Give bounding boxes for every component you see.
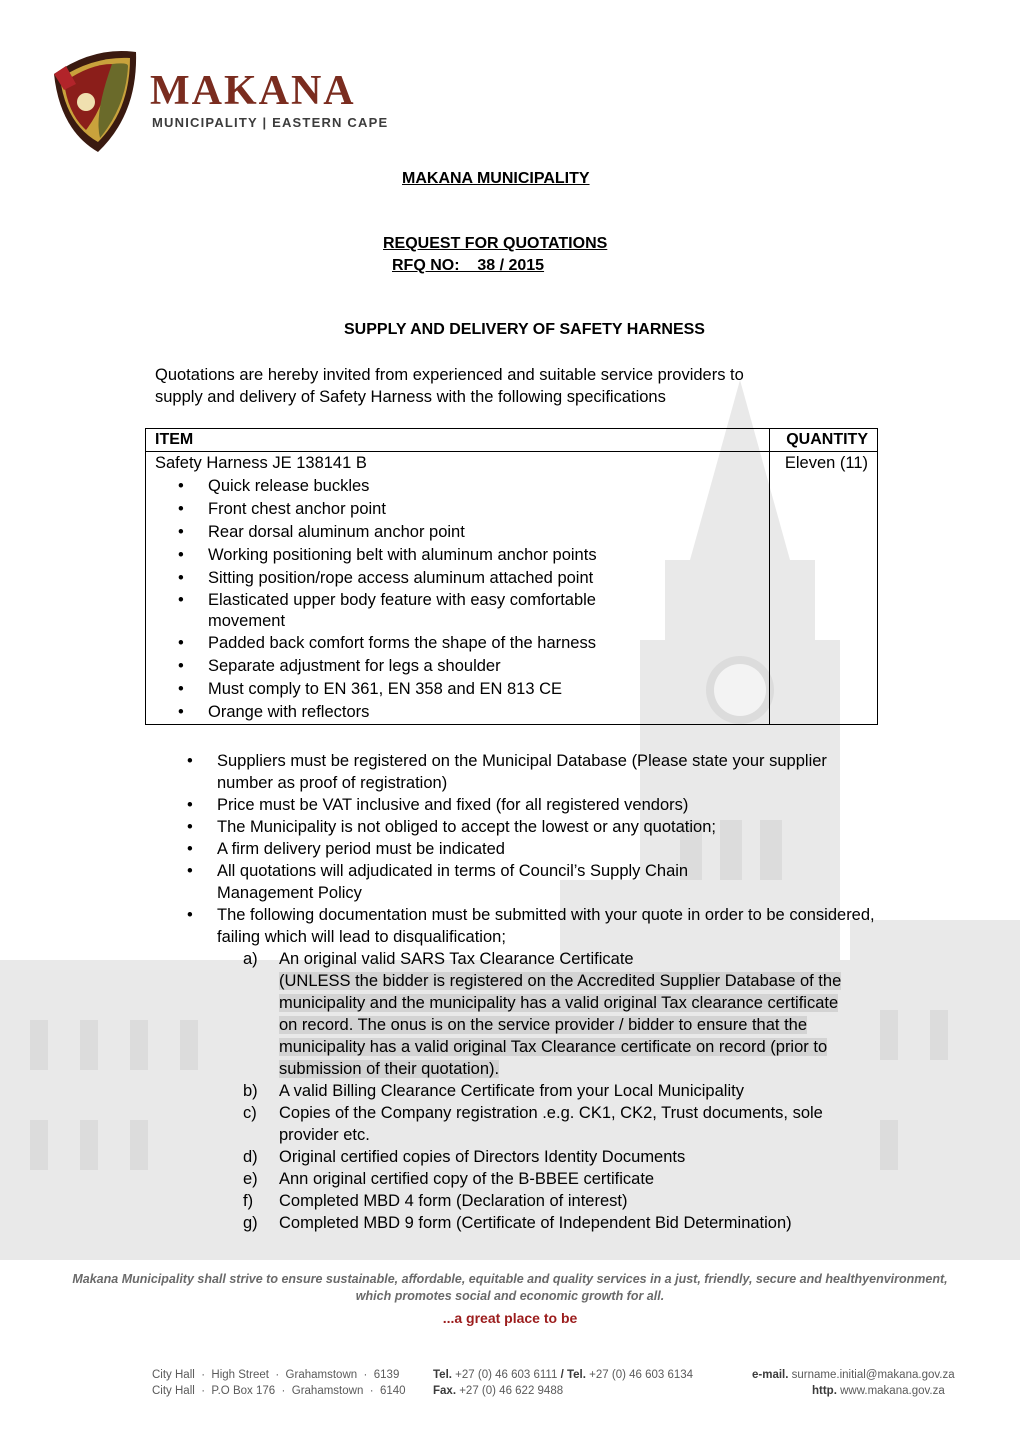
intro-line-1: Quotations are hereby invited from experienced and suitable service providers to bbox=[155, 366, 744, 384]
website-line bbox=[812, 1383, 945, 1400]
list-item: • All quotations will adjudicated in terms of Council’s Supply Chain Management Policy bbox=[217, 860, 777, 904]
list-marker: d) bbox=[243, 1148, 258, 1166]
telephone-line bbox=[433, 1367, 693, 1384]
list-item: • Must comply to EN 361, EN 358 and EN 813 CE bbox=[208, 678, 769, 701]
website-link[interactable]: www.makana.gov.za bbox=[840, 1385, 945, 1397]
list-item bbox=[243, 1190, 897, 1212]
address-line-1: City Hall · High Street · Grahamstown · 6139 bbox=[152, 1369, 400, 1381]
list-item: • Working positioning belt with aluminum anchor points bbox=[208, 544, 769, 567]
list-item: • Elasticated upper body feature with easy comfortable movement bbox=[208, 590, 668, 632]
tax-clearance-note bbox=[279, 970, 857, 1080]
footer-motto-line-1: Makana Municipality shall strive to ensure sustainable, affordable, equitable and quality services in a just, friendly, secure and healthyenvironment, bbox=[72, 1272, 948, 1286]
doc-text: Copies of the Company registration .e.g. CK1, CK2, Trust documents, sole provider etc. bbox=[279, 1104, 823, 1144]
doc-text: Ann original certified copy of the B-BBEE certificate bbox=[279, 1170, 655, 1188]
subject-heading: SUPPLY AND DELIVERY OF SAFETY HARNESS bbox=[344, 321, 705, 338]
list-item bbox=[243, 1146, 897, 1168]
list-item: • Rear dorsal aluminum anchor point bbox=[208, 521, 769, 544]
footer-tagline: ...a great place to be bbox=[442, 1310, 578, 1326]
doc-text: A valid Billing Clearance Certificate from your Local Municipality bbox=[279, 1082, 744, 1100]
list-item: • Orange with reflectors bbox=[208, 701, 769, 724]
org-title: MAKANA MUNICIPALITY bbox=[402, 170, 590, 187]
doc-text: Original certified copies of Directors Identity Documents bbox=[279, 1148, 686, 1166]
table-header-row bbox=[146, 429, 878, 452]
list-item bbox=[243, 948, 897, 1080]
email-address[interactable]: surname.initial@makana.gov.za bbox=[791, 1369, 955, 1381]
documentation-list bbox=[217, 948, 897, 1234]
list-item: • A firm delivery period must be indicated bbox=[217, 838, 897, 860]
list-item: • Front chest anchor point bbox=[208, 498, 769, 521]
spec-list bbox=[146, 475, 769, 724]
quantity-cell: Eleven (11) bbox=[770, 452, 878, 725]
doc-text: Completed MBD 9 form (Certificate of Independent Bid Determination) bbox=[279, 1214, 792, 1232]
table-row bbox=[146, 452, 878, 725]
list-item bbox=[243, 1168, 897, 1190]
list-marker: a) bbox=[243, 950, 258, 968]
logo-subtitle: MUNICIPALITY | EASTERN CAPE bbox=[152, 115, 389, 130]
list-marker: g) bbox=[243, 1214, 258, 1232]
conditions-list bbox=[217, 750, 897, 1234]
list-item: • Sitting position/rope access aluminum attached point bbox=[208, 567, 769, 590]
doc-text: Completed MBD 4 form (Declaration of interest) bbox=[279, 1192, 628, 1210]
fax-number: +27 (0) 46 622 9488 bbox=[459, 1385, 564, 1397]
email-label: e-mail. bbox=[752, 1369, 789, 1381]
list-item: • Separate adjustment for legs a shoulder bbox=[208, 655, 769, 678]
item-cell bbox=[146, 452, 770, 725]
logo-wordmark: MAKANA bbox=[150, 68, 356, 114]
rfq-number: RFQ NO: 38 / 2015 bbox=[392, 257, 545, 274]
documentation-intro: • The following documentation must be submitted with your quote in order to be considered, failing which will lead to disqualification; bbox=[217, 906, 875, 946]
telephone-1: +27 (0) 46 603 6111 bbox=[455, 1369, 558, 1381]
makana-shield-icon bbox=[46, 44, 142, 156]
email-line bbox=[752, 1367, 955, 1384]
spec-table bbox=[145, 428, 878, 725]
list-item: • Price must be VAT inclusive and fixed (for all registered vendors) bbox=[217, 794, 897, 816]
list-item bbox=[243, 1212, 897, 1234]
tel-separator: / bbox=[560, 1369, 564, 1381]
address-line-2: City Hall · P.O Box 176 · Grahamstown · 6140 bbox=[152, 1385, 406, 1397]
list-item: • The Municipality is not obliged to accept the lowest or any quotation; bbox=[217, 816, 897, 838]
telephone-2: +27 (0) 46 603 6134 bbox=[589, 1369, 694, 1381]
list-marker: f) bbox=[243, 1192, 254, 1210]
highlighted-note: (UNLESS the bidder is registered on the Accredited Supplier Database of the municipality and the municipality has a valid original Tax clearance certificate on record. The onus is on the service provider / bidder to ensure that the municipality has a valid original Tax Clearance certificate on record (prior to submission of their quotation). bbox=[279, 972, 842, 1078]
tel-label: Tel. bbox=[433, 1369, 452, 1381]
doc-text: An original valid SARS Tax Clearance Certificate bbox=[279, 950, 634, 968]
fax-label: Fax. bbox=[433, 1385, 457, 1397]
col-quantity-header: QUANTITY bbox=[770, 429, 878, 452]
intro-line-2: supply and delivery of Safety Harness with the following specifications bbox=[155, 388, 666, 406]
list-marker: e) bbox=[243, 1170, 258, 1188]
col-item-header: ITEM bbox=[146, 429, 770, 452]
list-item bbox=[243, 1080, 897, 1102]
http-label: http. bbox=[812, 1385, 837, 1397]
tel-label-2: Tel. bbox=[566, 1369, 586, 1381]
rfq-title: REQUEST FOR QUOTATIONS bbox=[383, 235, 608, 252]
list-marker: c) bbox=[243, 1104, 257, 1122]
documentation-item bbox=[217, 904, 897, 1234]
list-item bbox=[243, 1102, 897, 1146]
footer-motto-line-2: which promotes social and economic growth for all. bbox=[355, 1289, 665, 1303]
list-marker: b) bbox=[243, 1082, 258, 1100]
item-name: Safety Harness JE 138141 B bbox=[155, 454, 367, 472]
list-item: • Suppliers must be registered on the Municipal Database (Please state your supplier number as proof of registration) bbox=[217, 750, 857, 794]
list-item: • Quick release buckles bbox=[208, 475, 769, 498]
fax-line bbox=[433, 1383, 563, 1400]
list-item: • Padded back comfort forms the shape of the harness bbox=[208, 632, 769, 655]
